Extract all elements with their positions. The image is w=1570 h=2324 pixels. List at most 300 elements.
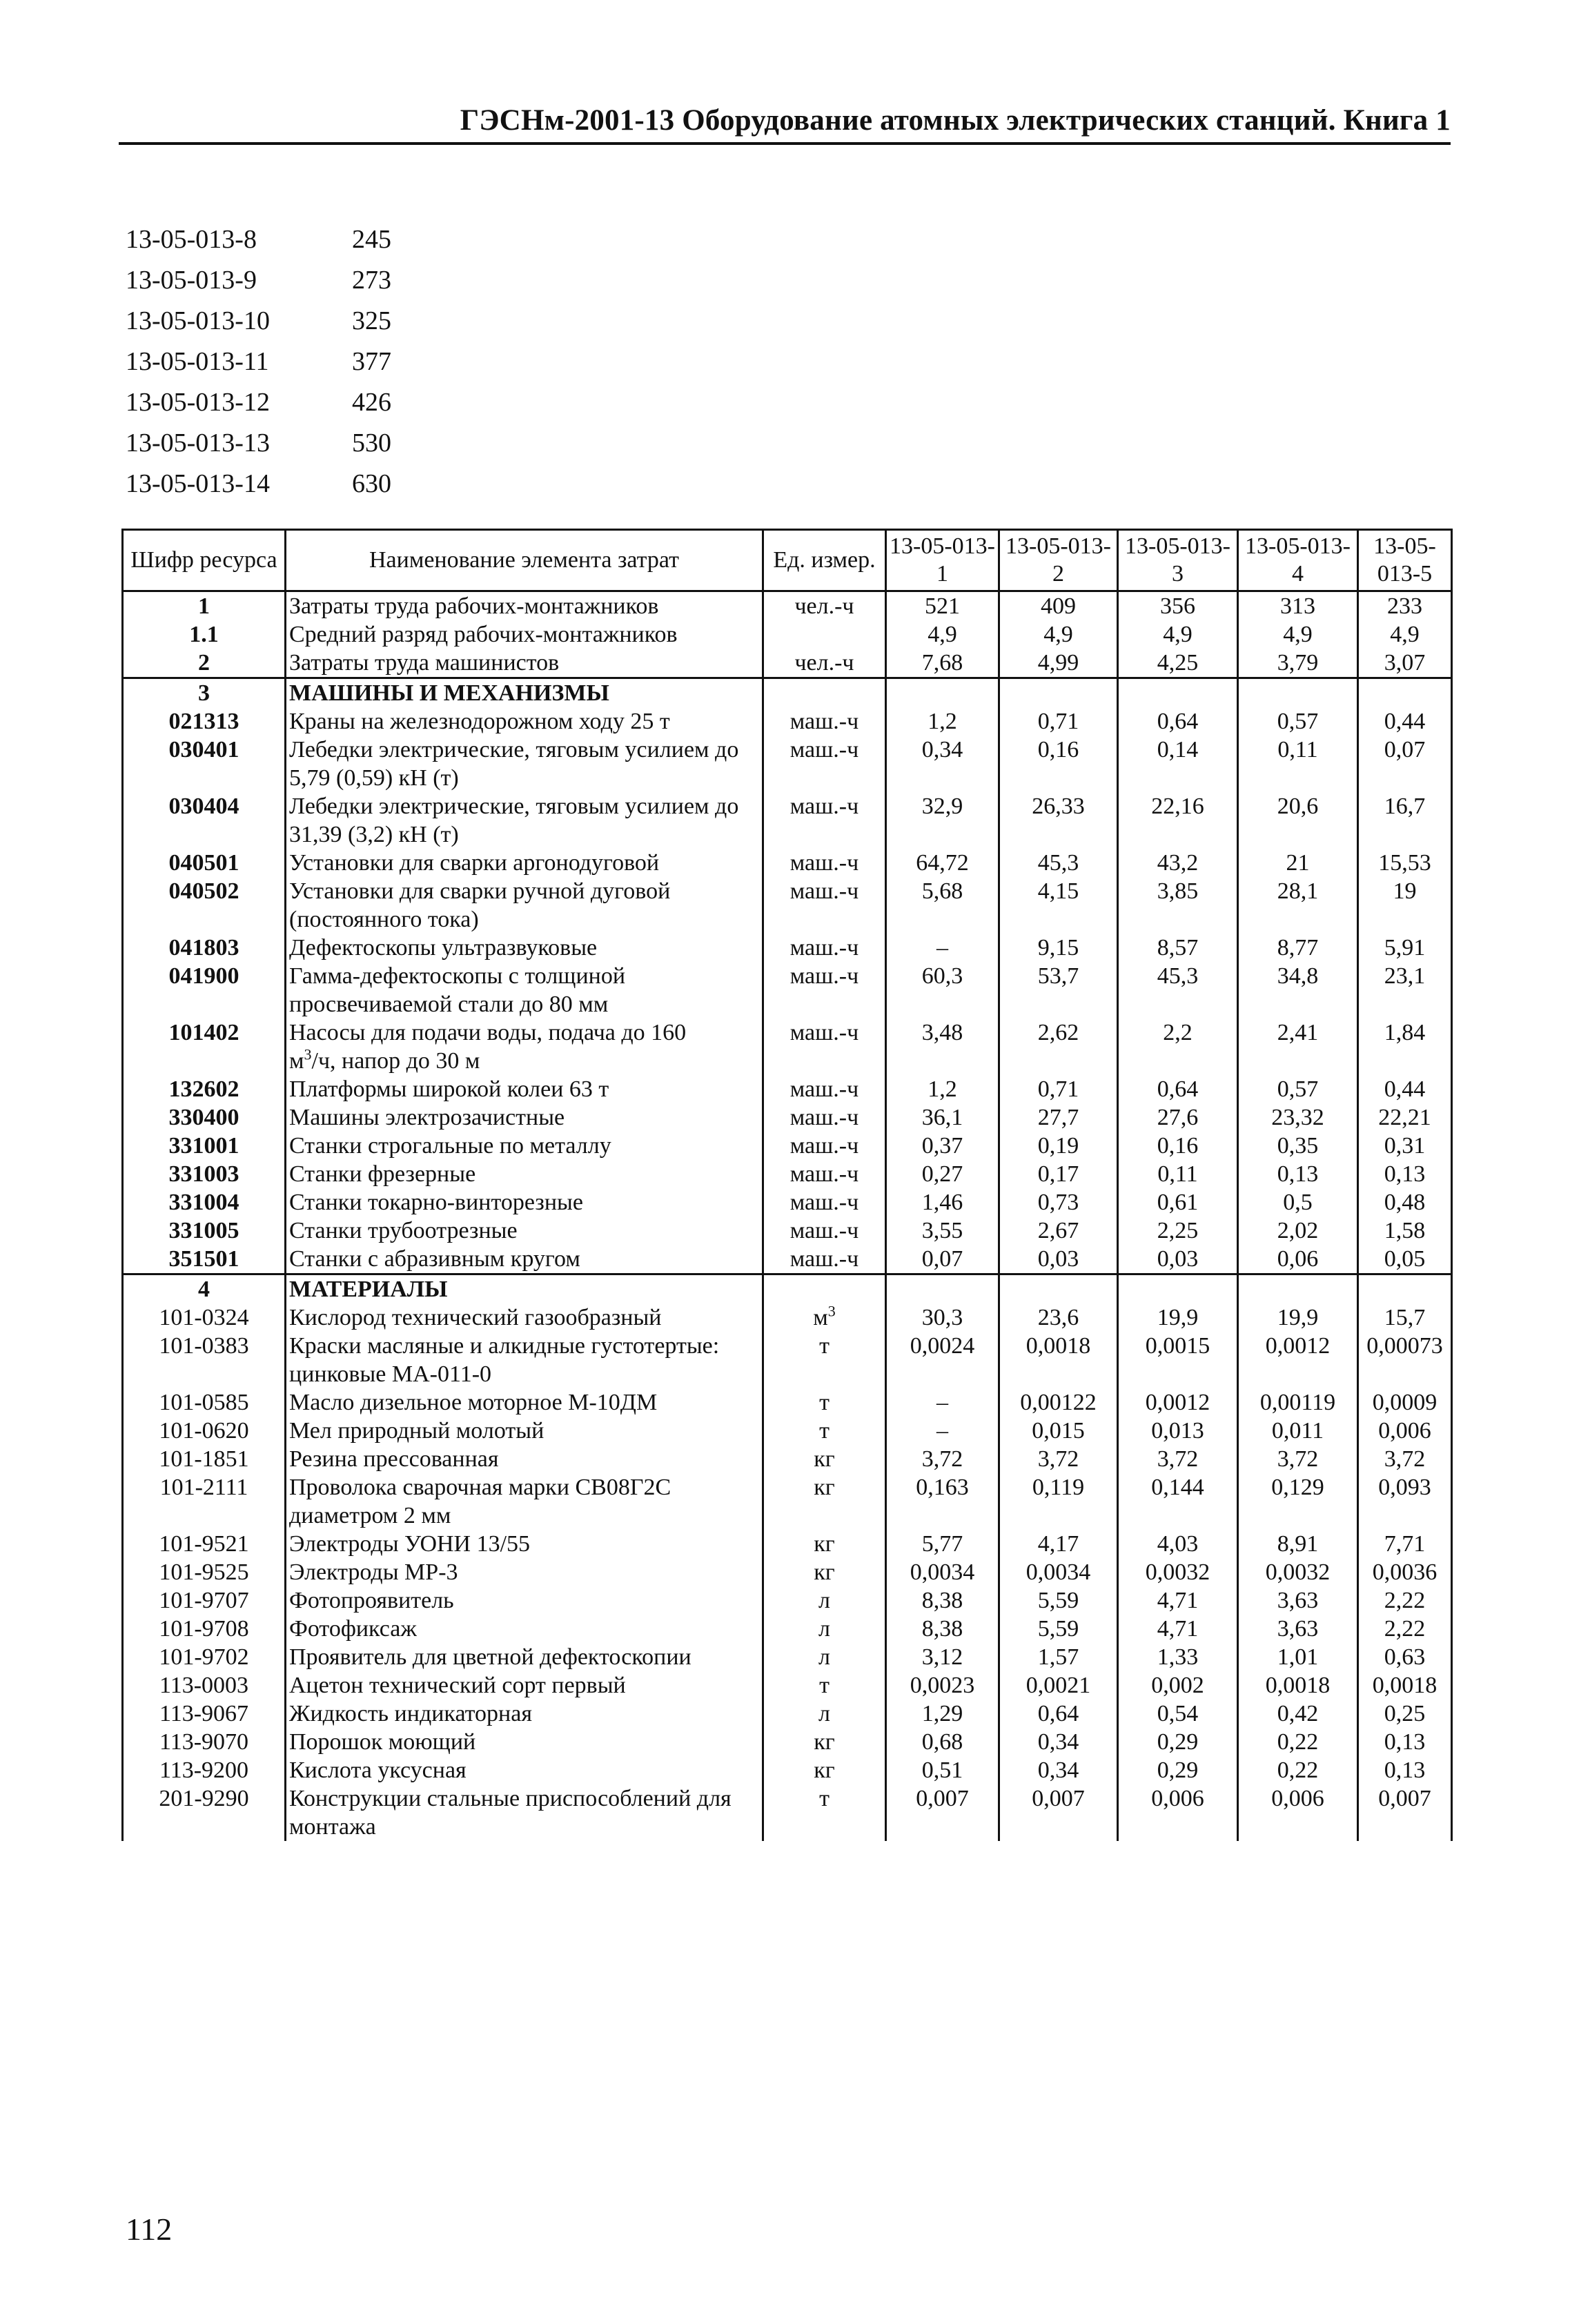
cell-value-4: 0,129 [1238,1473,1358,1530]
cell-value-5: 0,07 [1358,736,1452,792]
cell-value-2: 5,59 [999,1615,1118,1643]
code-list-item [126,260,391,301]
cell-value-5: 0,007 [1358,1784,1452,1841]
cell-unit: т [763,1671,886,1700]
cell-code: 331003 [123,1160,286,1188]
cell-value-3: 3,72 [1118,1445,1238,1473]
cell-name: Электроды МР-3 [286,1558,763,1586]
cell-name: Станки трубоотрезные [286,1217,763,1245]
cell-value-5: 2,22 [1358,1586,1452,1615]
table-row [123,1615,1452,1643]
cell-code: 113-9067 [123,1700,286,1728]
page-number: 112 [126,2212,173,2247]
cell-name: Порошок моющий [286,1728,763,1756]
cell-value-5: 5,91 [1358,934,1452,962]
cell-value-1: 0,0024 [886,1332,999,1388]
cell-value-1: 8,38 [886,1586,999,1615]
code-list-value: 273 [352,266,391,295]
cell-value-2: 0,015 [999,1417,1118,1445]
cell-value-2: 5,59 [999,1586,1118,1615]
cell-code: 201-9290 [123,1784,286,1841]
table-row [123,1728,1452,1756]
cell-value-2: 0,34 [999,1728,1118,1756]
cell-code: 041900 [123,962,286,1018]
cell-value-2: 0,19 [999,1132,1118,1160]
resource-table [121,529,1453,1841]
cell-code: 1 [123,591,286,621]
cell-name: Резина прессованная [286,1445,763,1473]
table-row [123,591,1452,621]
cell-code: 101-9521 [123,1530,286,1558]
cell-value-3: 0,013 [1118,1417,1238,1445]
cell-value-1: 8,38 [886,1615,999,1643]
cell-code: 040502 [123,877,286,934]
table-row [123,1784,1452,1841]
cell-value-4: 0,57 [1238,707,1358,736]
cell-code: 113-9200 [123,1756,286,1784]
code-list-code: 13-05-013-13 [126,429,270,457]
cell-value-5: 0,0009 [1358,1388,1452,1417]
cell-value-3: 0,61 [1118,1188,1238,1217]
cell-value-4: 0,42 [1238,1700,1358,1728]
code-list-item [126,219,391,260]
cell-value-5: 7,71 [1358,1530,1452,1558]
table-row [123,1671,1452,1700]
cell-value-5: 0,31 [1358,1132,1452,1160]
cell-code: 3 [123,678,286,708]
cell-code: 101-2111 [123,1473,286,1530]
header-col-3: 13-05-013-3 [1118,530,1238,591]
cell-name: Масло дизельное моторное М-10ДМ [286,1388,763,1417]
cell-value-5: 16,7 [1358,792,1452,849]
table-section-row [123,1274,1452,1304]
table-row [123,792,1452,849]
cell-value-3: 4,25 [1118,649,1238,678]
table-row [123,1558,1452,1586]
cell-value-2: 0,0021 [999,1671,1118,1700]
code-list-code: 13-05-013-11 [126,347,269,376]
cell-value-1: 1,46 [886,1188,999,1217]
cell-value-3: 43,2 [1118,849,1238,877]
cell-value-4: 8,91 [1238,1530,1358,1558]
header-col-1: 13-05-013-1 [886,530,999,591]
cell-value-3: 356 [1118,591,1238,621]
cell-value-4: 313 [1238,591,1358,621]
code-list-code: 13-05-013-8 [126,225,257,254]
cell-value-1: 0,27 [886,1160,999,1188]
cell-value-5: 15,53 [1358,849,1452,877]
cell-value-4: 4,9 [1238,620,1358,649]
cell-value-3: 0,144 [1118,1473,1238,1530]
cell-value-4: 0,00119 [1238,1388,1358,1417]
cell-value-3: 0,14 [1118,736,1238,792]
cell-value-1: 521 [886,591,999,621]
cell-value-3: 45,3 [1118,962,1238,1018]
cell-unit: л [763,1586,886,1615]
cell-unit: л [763,1643,886,1671]
cell-unit: т [763,1388,886,1417]
cell-value-5: 0,093 [1358,1473,1452,1530]
cell-value-1: 0,163 [886,1473,999,1530]
cell-value-1: – [886,934,999,962]
cell-value-3: 0,002 [1118,1671,1238,1700]
cell-value-2: 53,7 [999,962,1118,1018]
cell-value-3: 0,0032 [1118,1558,1238,1586]
cell-code: 101-1851 [123,1445,286,1473]
code-list-value: 245 [352,225,391,254]
table-row [123,849,1452,877]
table-row [123,1332,1452,1388]
cell-unit: т [763,1332,886,1388]
cell-name: Машины электрозачистные [286,1103,763,1132]
cell-value-5: 0,0018 [1358,1671,1452,1700]
cell-value-4: 0,11 [1238,736,1358,792]
table-row [123,736,1452,792]
cell-value-3: 0,16 [1118,1132,1238,1160]
code-list-code: 13-05-013-12 [126,388,270,417]
cell-value-5: 0,00073 [1358,1332,1452,1388]
cell-value-5: 0,48 [1358,1188,1452,1217]
cell-value-2: 9,15 [999,934,1118,962]
cell-name: Жидкость индикаторная [286,1700,763,1728]
table-row [123,1245,1452,1274]
cell-value-3: 4,9 [1118,620,1238,649]
cell-unit: кг [763,1756,886,1784]
cell-unit-text: м [813,1305,828,1330]
cell-unit: маш.-ч [763,1245,886,1274]
cell-value-4: 0,0018 [1238,1671,1358,1700]
cell-value-2 [999,678,1118,708]
cell-value-4: 0,006 [1238,1784,1358,1841]
cell-value-5: 22,21 [1358,1103,1452,1132]
cell-value-3: 0,64 [1118,707,1238,736]
cell-value-5: 23,1 [1358,962,1452,1018]
cell-unit: чел.-ч [763,649,886,678]
table-section-row [123,678,1452,708]
cell-unit: маш.-ч [763,1018,886,1075]
cell-value-4: 21 [1238,849,1358,877]
cell-value-4: 0,22 [1238,1728,1358,1756]
cell-value-4: 3,72 [1238,1445,1358,1473]
table-row [123,1160,1452,1188]
cell-value-2: 4,15 [999,877,1118,934]
cell-value-3: 0,006 [1118,1784,1238,1841]
cell-value-2: 0,17 [999,1160,1118,1188]
cell-name-text: Насосы для подачи воды, подача до 160 [289,1020,687,1045]
cell-value-1: 1,2 [886,1075,999,1103]
cell-unit [763,1274,886,1304]
cell-name-rest: /ч, напор до 30 м [311,1048,480,1074]
cell-name: Лебедки электрические, тяговым усилием до 31,39 (3,2) кН (т) [286,792,763,849]
cell-value-3: 2,25 [1118,1217,1238,1245]
cell-value-4: 2,41 [1238,1018,1358,1075]
cell-value-5: 15,7 [1358,1303,1452,1332]
cell-value-5 [1358,678,1452,708]
cell-value-1: 5,68 [886,877,999,934]
cell-value-4: 0,06 [1238,1245,1358,1274]
cell-value-4 [1238,1274,1358,1304]
cell-value-2: 0,16 [999,736,1118,792]
cell-value-3: 0,0012 [1118,1388,1238,1417]
cell-unit-superscript: 3 [827,1302,836,1320]
cell-value-1: – [886,1417,999,1445]
cell-name: Станки фрезерные [286,1160,763,1188]
cell-value-5: 0,13 [1358,1756,1452,1784]
cell-value-2: 26,33 [999,792,1118,849]
cell-value-5: 3,07 [1358,649,1452,678]
cell-value-1: 0,37 [886,1132,999,1160]
cell-code: 2 [123,649,286,678]
cell-value-1: 1,2 [886,707,999,736]
cell-name-superscript: 3 [304,1045,312,1063]
cell-unit [763,1303,886,1332]
cell-unit [763,678,886,708]
cell-unit: т [763,1784,886,1841]
cell-value-2: 0,0034 [999,1558,1118,1586]
code-list-value: 630 [352,469,391,498]
code-list-item [126,464,391,504]
cell-value-2: 0,00122 [999,1388,1118,1417]
table-row [123,1217,1452,1245]
cell-value-2: 45,3 [999,849,1118,877]
cell-value-3: 4,03 [1118,1530,1238,1558]
table-row [123,877,1452,934]
cell-code: 040501 [123,849,286,877]
cell-name: Проволока сварочная марки СВ08Г2С диаметром 2 мм [286,1473,763,1530]
header-col-4: 13-05-013-4 [1238,530,1358,591]
cell-unit: маш.-ч [763,934,886,962]
cell-value-5: 3,72 [1358,1445,1452,1473]
code-list-item [126,342,391,382]
cell-value-3: 0,11 [1118,1160,1238,1188]
cell-name: Лебедки электрические, тяговым усилием до 5,79 (0,59) кН (т) [286,736,763,792]
cell-value-3: 1,33 [1118,1643,1238,1671]
cell-value-2 [999,1274,1118,1304]
table-row [123,1075,1452,1103]
cell-value-4: 0,0012 [1238,1332,1358,1388]
cell-name: Станки с абразивным кругом [286,1245,763,1274]
table-row [123,962,1452,1018]
cell-value-3: 0,29 [1118,1756,1238,1784]
cell-value-4: 0,011 [1238,1417,1358,1445]
cell-value-3: 22,16 [1118,792,1238,849]
cell-value-1: 0,07 [886,1245,999,1274]
cell-name: Средний разряд рабочих-монтажников [286,620,763,649]
cell-name: Гамма-дефектоскопы с толщиной просвечиваемой стали до 80 мм [286,962,763,1018]
cell-value-1: 4,9 [886,620,999,649]
cell-code: 101-0585 [123,1388,286,1417]
table-row [123,1388,1452,1417]
cell-name: Кислота уксусная [286,1756,763,1784]
table-row [123,707,1452,736]
cell-code: 132602 [123,1075,286,1103]
table-header-row [123,530,1452,591]
cell-unit: т [763,1417,886,1445]
cell-value-4: 2,02 [1238,1217,1358,1245]
cell-value-4: 8,77 [1238,934,1358,962]
cell-value-1: 30,3 [886,1303,999,1332]
cell-value-1: 3,48 [886,1018,999,1075]
cell-name: Дефектоскопы ультразвуковые [286,934,763,962]
cell-value-3: 27,6 [1118,1103,1238,1132]
cell-value-1: 0,34 [886,736,999,792]
table-row [123,1132,1452,1160]
cell-value-3: 0,0015 [1118,1332,1238,1388]
cell-value-3: 0,29 [1118,1728,1238,1756]
header-col-2: 13-05-013-2 [999,530,1118,591]
cell-name: Станки строгальные по металлу [286,1132,763,1160]
cell-name: Установки для сварки ручной дуговой (постоянного тока) [286,877,763,934]
cell-value-1: 3,55 [886,1217,999,1245]
cell-name: Проявитель для цветной дефектоскопии [286,1643,763,1671]
cell-unit: маш.-ч [763,1160,886,1188]
cell-value-4 [1238,678,1358,708]
cell-value-4: 0,13 [1238,1160,1358,1188]
cell-value-5: 0,006 [1358,1417,1452,1445]
cell-value-4: 3,79 [1238,649,1358,678]
cell-value-3: 4,71 [1118,1615,1238,1643]
cell-name: Ацетон технический сорт первый [286,1671,763,1700]
cell-value-1: – [886,1388,999,1417]
table-row [123,1756,1452,1784]
cell-value-2: 0,64 [999,1700,1118,1728]
cell-unit: маш.-ч [763,792,886,849]
cell-value-1: 7,68 [886,649,999,678]
table-row [123,1103,1452,1132]
cell-unit [763,620,886,649]
cell-value-2: 0,71 [999,1075,1118,1103]
code-list-code: 13-05-013-14 [126,469,270,498]
cell-value-4: 20,6 [1238,792,1358,849]
cell-value-2: 3,72 [999,1445,1118,1473]
cell-name: Фотофиксаж [286,1615,763,1643]
cell-code: 101-0383 [123,1332,286,1388]
cell-value-5: 2,22 [1358,1615,1452,1643]
cell-value-2: 0,119 [999,1473,1118,1530]
cell-unit: кг [763,1445,886,1473]
cell-value-4: 34,8 [1238,962,1358,1018]
cell-value-4: 0,22 [1238,1756,1358,1784]
code-list-code: 13-05-013-10 [126,306,270,335]
cell-value-1: 1,29 [886,1700,999,1728]
header-code: Шифр ресурса [123,530,286,591]
cell-code: 030401 [123,736,286,792]
cell-value-1: 3,12 [886,1643,999,1671]
cell-value-3: 0,03 [1118,1245,1238,1274]
cell-value-4: 0,35 [1238,1132,1358,1160]
cell-value-5: 0,05 [1358,1245,1452,1274]
cell-value-3: 19,9 [1118,1303,1238,1332]
code-list-code: 13-05-013-9 [126,266,257,295]
cell-value-2: 0,71 [999,707,1118,736]
cell-value-2: 4,9 [999,620,1118,649]
table-row [123,1700,1452,1728]
cell-value-5: 0,0036 [1358,1558,1452,1586]
cell-value-2: 0,007 [999,1784,1118,1841]
code-list-item [126,423,391,464]
cell-value-5: 19 [1358,877,1452,934]
cell-value-2: 4,17 [999,1530,1118,1558]
table-row [123,1303,1452,1332]
cell-value-3: 4,71 [1118,1586,1238,1615]
header-unit: Ед. измер. [763,530,886,591]
table-row [123,1417,1452,1445]
cell-value-4: 3,63 [1238,1615,1358,1643]
cell-value-2: 2,67 [999,1217,1118,1245]
cell-value-3: 0,64 [1118,1075,1238,1103]
cell-value-1: 3,72 [886,1445,999,1473]
cell-value-4: 0,5 [1238,1188,1358,1217]
table-row [123,1530,1452,1558]
cell-name: МАШИНЫ И МЕХАНИЗМЫ [286,678,763,708]
cell-value-1 [886,678,999,708]
cell-unit: чел.-ч [763,591,886,621]
running-header [119,101,1451,145]
table-row [123,1473,1452,1530]
cell-value-1: 0,007 [886,1784,999,1841]
cell-code: 101-0324 [123,1303,286,1332]
code-list-value: 426 [352,388,391,417]
cell-unit: л [763,1700,886,1728]
cell-value-1 [886,1274,999,1304]
cell-value-5: 1,84 [1358,1018,1452,1075]
cell-code: 113-0003 [123,1671,286,1700]
cell-value-4: 19,9 [1238,1303,1358,1332]
cell-unit: л [763,1615,886,1643]
cell-value-5: 0,63 [1358,1643,1452,1671]
cell-value-1: 0,0034 [886,1558,999,1586]
cell-unit: кг [763,1558,886,1586]
cell-value-1: 0,0023 [886,1671,999,1700]
cell-value-5: 0,44 [1358,1075,1452,1103]
cell-unit: маш.-ч [763,877,886,934]
table-row [123,649,1452,678]
cell-value-3 [1118,1274,1238,1304]
header-name: Наименование элемента затрат [286,530,763,591]
cell-value-1: 32,9 [886,792,999,849]
cell-unit: маш.-ч [763,962,886,1018]
table-row [123,1018,1452,1075]
cell-value-5: 0,44 [1358,707,1452,736]
code-list-value: 377 [352,347,391,376]
cell-value-4: 0,0032 [1238,1558,1358,1586]
cell-name: Краны на железнодорожном ходу 25 т [286,707,763,736]
cell-value-2: 0,0018 [999,1332,1118,1388]
cell-value-3: 3,85 [1118,877,1238,934]
cell-value-3: 2,2 [1118,1018,1238,1075]
cell-value-1: 0,51 [886,1756,999,1784]
cell-name: Затраты труда рабочих-монтажников [286,591,763,621]
table-row [123,1586,1452,1615]
cell-value-5: 0,25 [1358,1700,1452,1728]
code-list [126,219,391,504]
cell-code: 351501 [123,1245,286,1274]
cell-value-1: 36,1 [886,1103,999,1132]
cell-value-2: 0,03 [999,1245,1118,1274]
cell-name-unit: м [289,1048,304,1074]
cell-unit: маш.-ч [763,1103,886,1132]
cell-value-1: 5,77 [886,1530,999,1558]
cell-code: 041803 [123,934,286,962]
cell-unit: маш.-ч [763,849,886,877]
cell-value-5: 0,13 [1358,1728,1452,1756]
header-title: ГЭСНм-2001-13 Оборудование атомных электрических станций. Книга 1 [460,104,1451,137]
cell-value-3: 8,57 [1118,934,1238,962]
cell-unit: маш.-ч [763,1132,886,1160]
table-row [123,1643,1452,1671]
cell-value-5: 1,58 [1358,1217,1452,1245]
cell-name: Конструкции стальные приспособлений для монтажа [286,1784,763,1841]
